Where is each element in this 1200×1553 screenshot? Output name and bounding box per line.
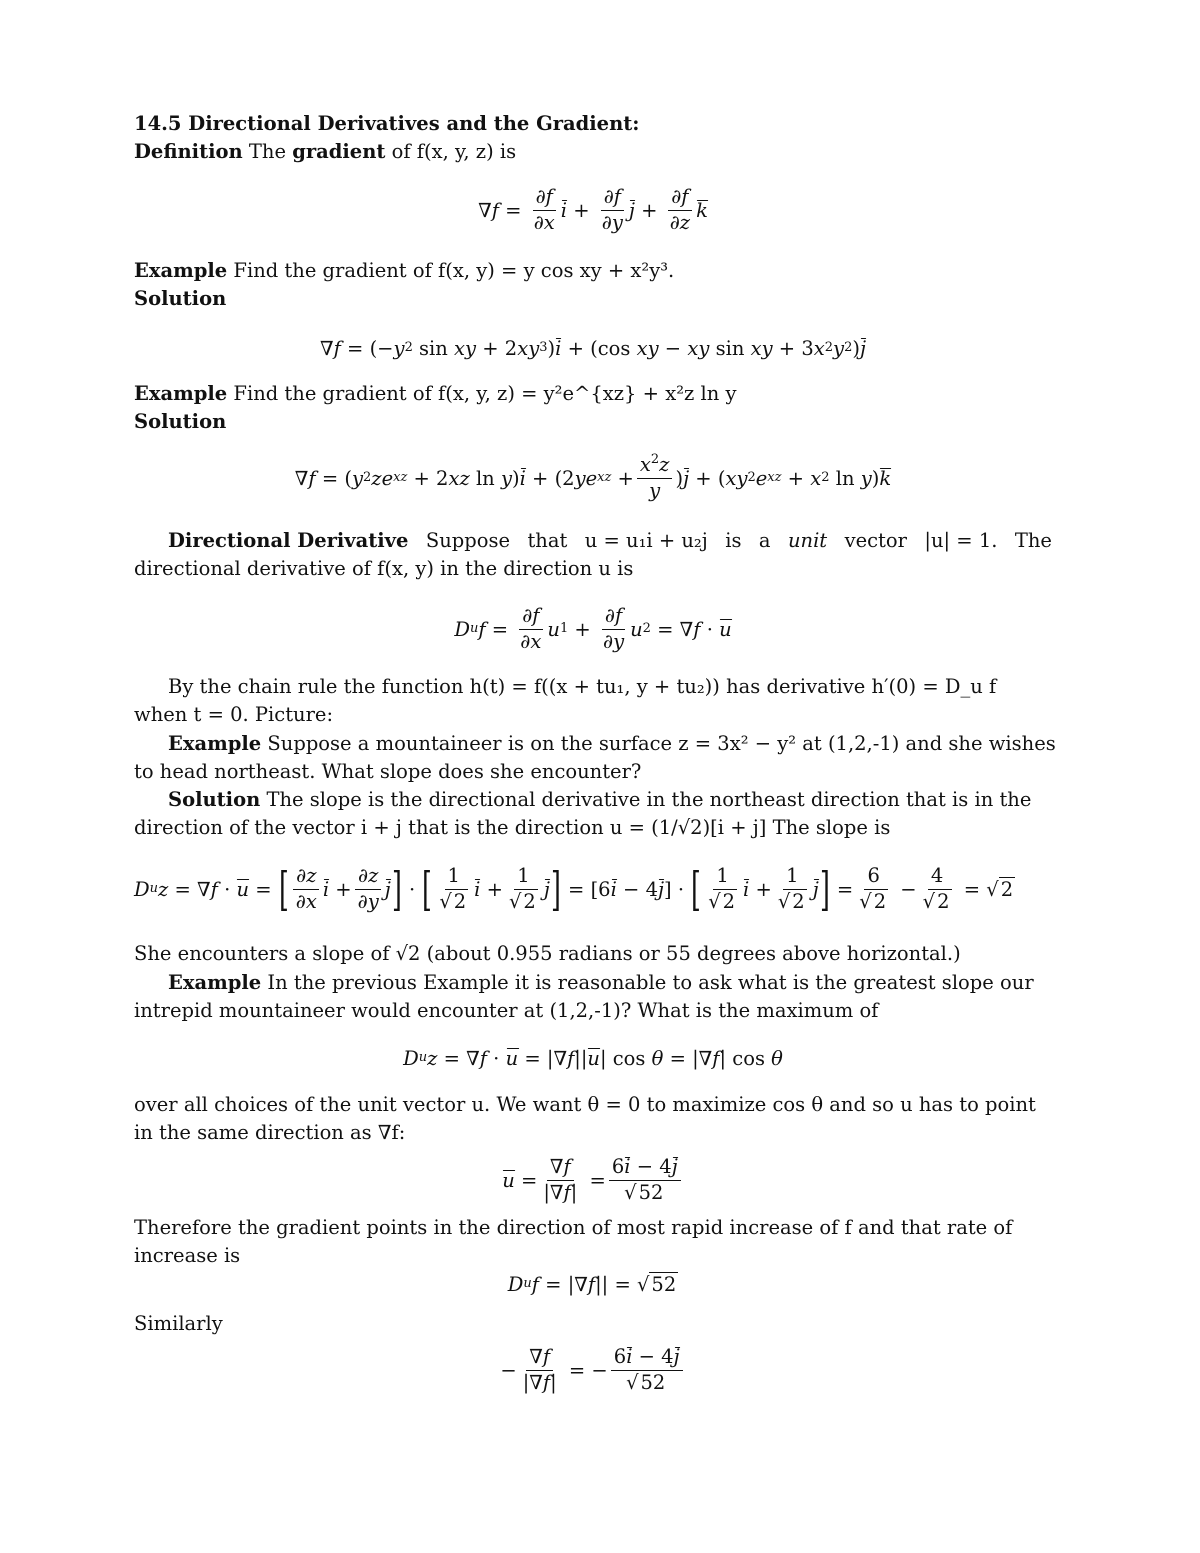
therefore-line-1: Therefore the gradient points in the direction of most rapid increase of f and that rate of: [134, 1216, 1013, 1239]
definition-label: Definition: [134, 140, 243, 163]
section-heading: [134, 110, 1052, 138]
dd-word: u = u₁i + u₂j: [584, 529, 708, 552]
example-4-line-1: [134, 969, 1086, 997]
definition-text-1: The: [248, 140, 286, 163]
solution-3-text: The slope is the directional derivative in the northeast direction that is in the: [266, 788, 1032, 811]
definition-text-2: of f(x, y, z) is: [391, 140, 517, 163]
dd-word: is: [725, 529, 742, 552]
directional-derivative-line: [134, 527, 1052, 555]
solution-2-label: Solution: [134, 410, 227, 433]
example-3-line-2: to head northeast. What slope does she encounter?: [134, 760, 642, 783]
example-2-label: Example: [134, 382, 228, 405]
chain-rule-line-1: By the chain rule the function h(t) = f((x + tu₁, y + tu₂)) has derivative h′(0) = D_u f: [168, 675, 997, 698]
dd-word: Suppose: [425, 529, 511, 552]
chain-rule-line-2: when t = 0. Picture:: [134, 703, 334, 726]
solution-3-line-1: [134, 786, 1086, 814]
solution-1-label: Solution: [134, 287, 227, 310]
example-3-label: Example: [168, 732, 262, 755]
over-line-2: in the same direction as ∇f:: [134, 1121, 406, 1144]
unit-vector-equation: u = $\frac{\nabla f}{|\nabla f|}$ = $\frac{6i - 4j}{√ 52}$: [134, 1150, 1052, 1210]
dd-word: The: [1014, 529, 1052, 552]
dd-word: unit: [787, 529, 828, 552]
example-3-line-1: [134, 730, 1086, 758]
example-1-line: [134, 257, 1052, 285]
example-2-text: Find the gradient of f(x, y, z) = y²e^{xz} + x²z ln y: [233, 382, 737, 405]
dd-word: a: [758, 529, 771, 552]
directional-derivative-line-2: directional derivative of f(x, y) in the direction u is: [134, 557, 634, 580]
heading-text: 14.5 Directional Derivatives and the Gradient:: [134, 112, 640, 135]
negative-gradient-equation: − $\frac{\nabla f}{|\nabla f|}$ = − $\frac{6i - 4j}{√ 52}$: [134, 1338, 1052, 1402]
therefore-line-2: increase is: [134, 1244, 241, 1267]
max-equation: D u z = ∇ f · u = |∇ f || u | cos θ = |∇ f | cos θ: [403, 1046, 783, 1070]
dd-word: vector: [844, 529, 907, 552]
example-1-equation: ∇f = (− y 2 sin xy + 2 xy 3 ) i + (cos xy − xy sin xy + 3 x 2 y 2 ) j: [320, 336, 866, 360]
dd-word: |u| = 1.: [924, 529, 998, 552]
gradient-equation: ∇f = $\frac{\partial f}{\partial x}$ i + $\frac{\partial f}{\partial y}$ j + $\frac{\partial f}{\partial z}$ k: [478, 185, 708, 234]
example-2-line: [134, 380, 1052, 408]
over-line-1: over all choices of the unit vector u. We want θ = 0 to maximize cos θ and so u has to point: [134, 1093, 1036, 1116]
similarly-text: Similarly: [134, 1312, 223, 1335]
directional-derivative-label: Directional Derivative: [168, 529, 409, 552]
example-4-label: Example: [168, 971, 262, 994]
dd-word: that: [527, 529, 568, 552]
example-4-line-2: intrepid mountaineer would encounter at (1,2,-1)? What is the maximum of: [134, 999, 879, 1022]
rate-equation: D u f = |∇ f || = √ 52: [507, 1272, 677, 1296]
definition-line: [134, 138, 1052, 166]
example-1-label: Example: [134, 259, 228, 282]
example-4-text: In the previous Example it is reasonable to ask what is the greatest slope our: [267, 971, 1034, 994]
solution-3-label: Solution: [168, 788, 261, 811]
slope-result: She encounters a slope of √2 (about 0.955 radians or 55 degrees above horizontal.): [134, 942, 961, 965]
solution-3-line-2: direction of the vector i + j that is the direction u = (1/√2)[i + j] The slope is: [134, 816, 891, 839]
directional-derivative-equation: D u f = $\frac{\partial f}{\partial x}$ u 1 + $\frac{\partial f}{\partial y}$ u 2 = ∇ f · u: [454, 604, 732, 653]
example-3-text: Suppose a mountaineer is on the surface z = 3x² − y² at (1,2,-1) and she wishes: [267, 732, 1056, 755]
example-2-equation: ∇f = ( y 2 ze xz + 2 xz ln y ) i + (2 ye xz + $\frac{x^2z}{y}$ ) j + ( xy 2 e xz + x 2 ln y ) k: [294, 452, 892, 502]
definition-bold: gradient: [292, 140, 386, 163]
slope-equation: D u z = ∇ f · u = [ $\frac{\partial z}{\partial x}$ i + $\frac{\partial z}{\partial y}$ j ] · [ $\frac{1}{√ 2}$ i + $\frac{1}{√ 2}$ j ] = [6 i − 4 j ] · [ $\frac{1}{√ 2}$ i + $\frac{1}{√ 2}$ j ] = $\frac{6}{√ 2}$ − $\frac{4}{√ 2}$ = √ 2: [134, 862, 1014, 916]
example-1-text: Find the gradient of f(x, y) = y cos xy + x²y³.: [233, 259, 675, 282]
